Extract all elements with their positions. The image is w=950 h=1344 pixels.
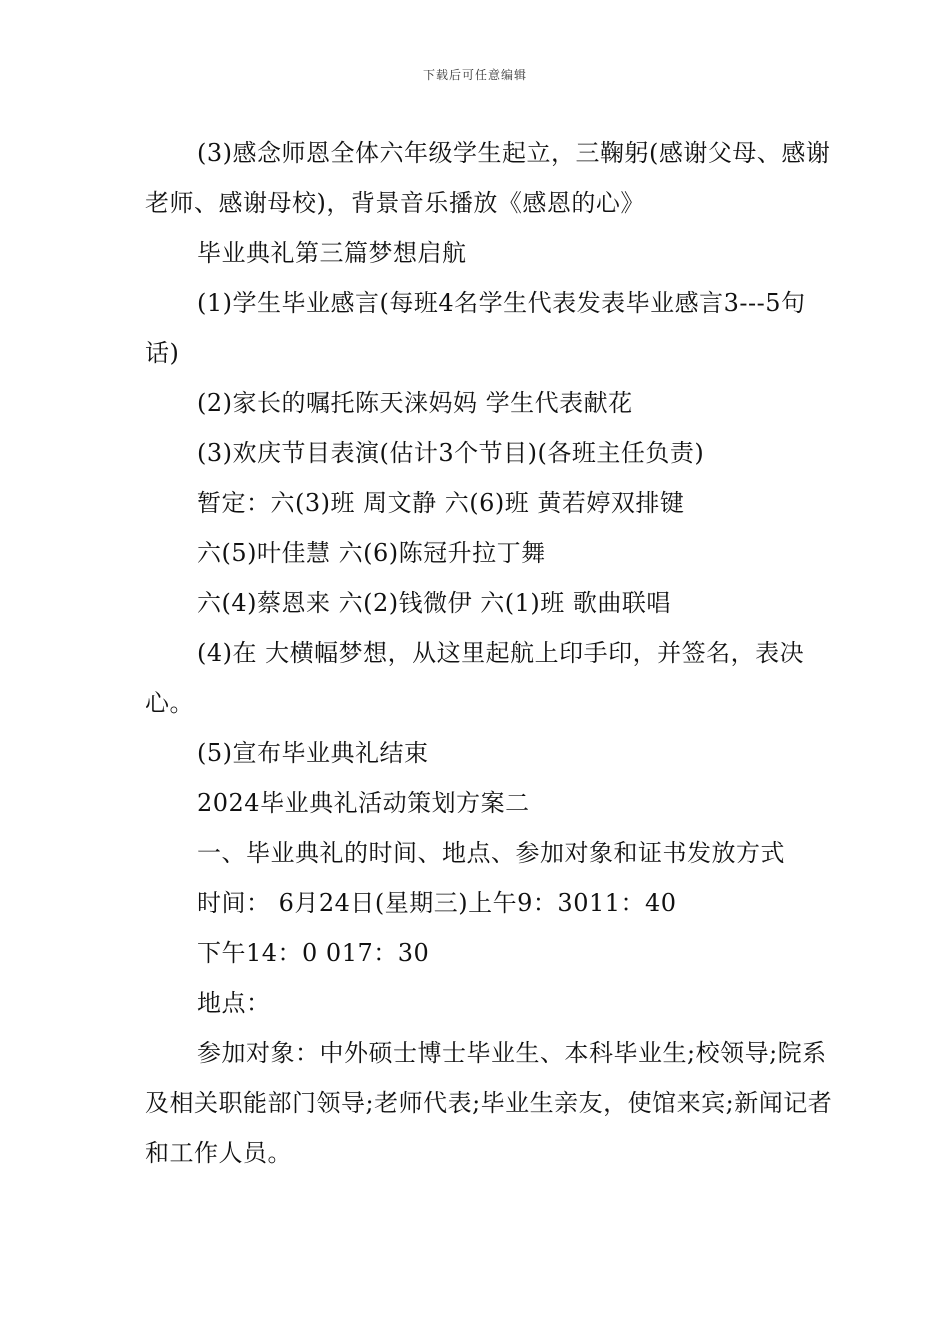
document-body: [145, 128, 835, 1178]
paragraph-section-dream: 毕业典礼第三篇梦想启航: [197, 239, 467, 267]
paragraph-gratitude-bow: (3)感念师恩全体六年级学生起立，三鞠躬(感谢父母、感谢老师、感谢母校)，背景音乐播放《感恩的心》: [145, 139, 831, 217]
paragraph-performances: (3)欢庆节目表演(估计3个节目)(各班主任负责): [197, 439, 705, 467]
paragraph-parent-message: (2)家长的嘱托陈天涞妈妈 学生代表献花: [197, 389, 633, 417]
paragraph-time-morning: 时间： 6月24日(星期三)上午9：3011：40: [197, 889, 677, 917]
paragraph-location: 地点：: [197, 989, 271, 1017]
paragraph-section-one-heading: 一、毕业典礼的时间、地点、参加对象和证书发放方式: [197, 839, 785, 867]
page-header: 下载后可任意编辑: [422, 68, 527, 82]
paragraph-time-afternoon: 下午14：0 017：30: [197, 939, 430, 967]
paragraph-plan-two-title: 2024毕业典礼活动策划方案二: [197, 789, 530, 817]
paragraph-program-1: 暂定：六(3)班 周文静 六(6)班 黄若婷双排键: [197, 489, 685, 517]
paragraph-participants: 参加对象：中外硕士博士毕业生、本科毕业生;校领导;院系及相关职能部门领导;老师代表;毕业生亲友，使馆来宾;新闻记者和工作人员。: [145, 1039, 833, 1167]
paragraph-program-2: 六(5)叶佳慧 六(6)陈冠升拉丁舞: [197, 539, 546, 567]
paragraph-graduation-speech: (1)学生毕业感言(每班4名学生代表发表毕业感言3---5句话): [145, 289, 806, 367]
paragraph-ceremony-end: (5)宣布毕业典礼结束: [197, 739, 429, 767]
paragraph-program-3: 六(4)蔡恩来 六(2)钱微伊 六(1)班 歌曲联唱: [197, 589, 671, 617]
paragraph-handprint: (4)在 大横幅梦想，从这里起航上印手印，并签名，表决心。: [145, 639, 805, 717]
